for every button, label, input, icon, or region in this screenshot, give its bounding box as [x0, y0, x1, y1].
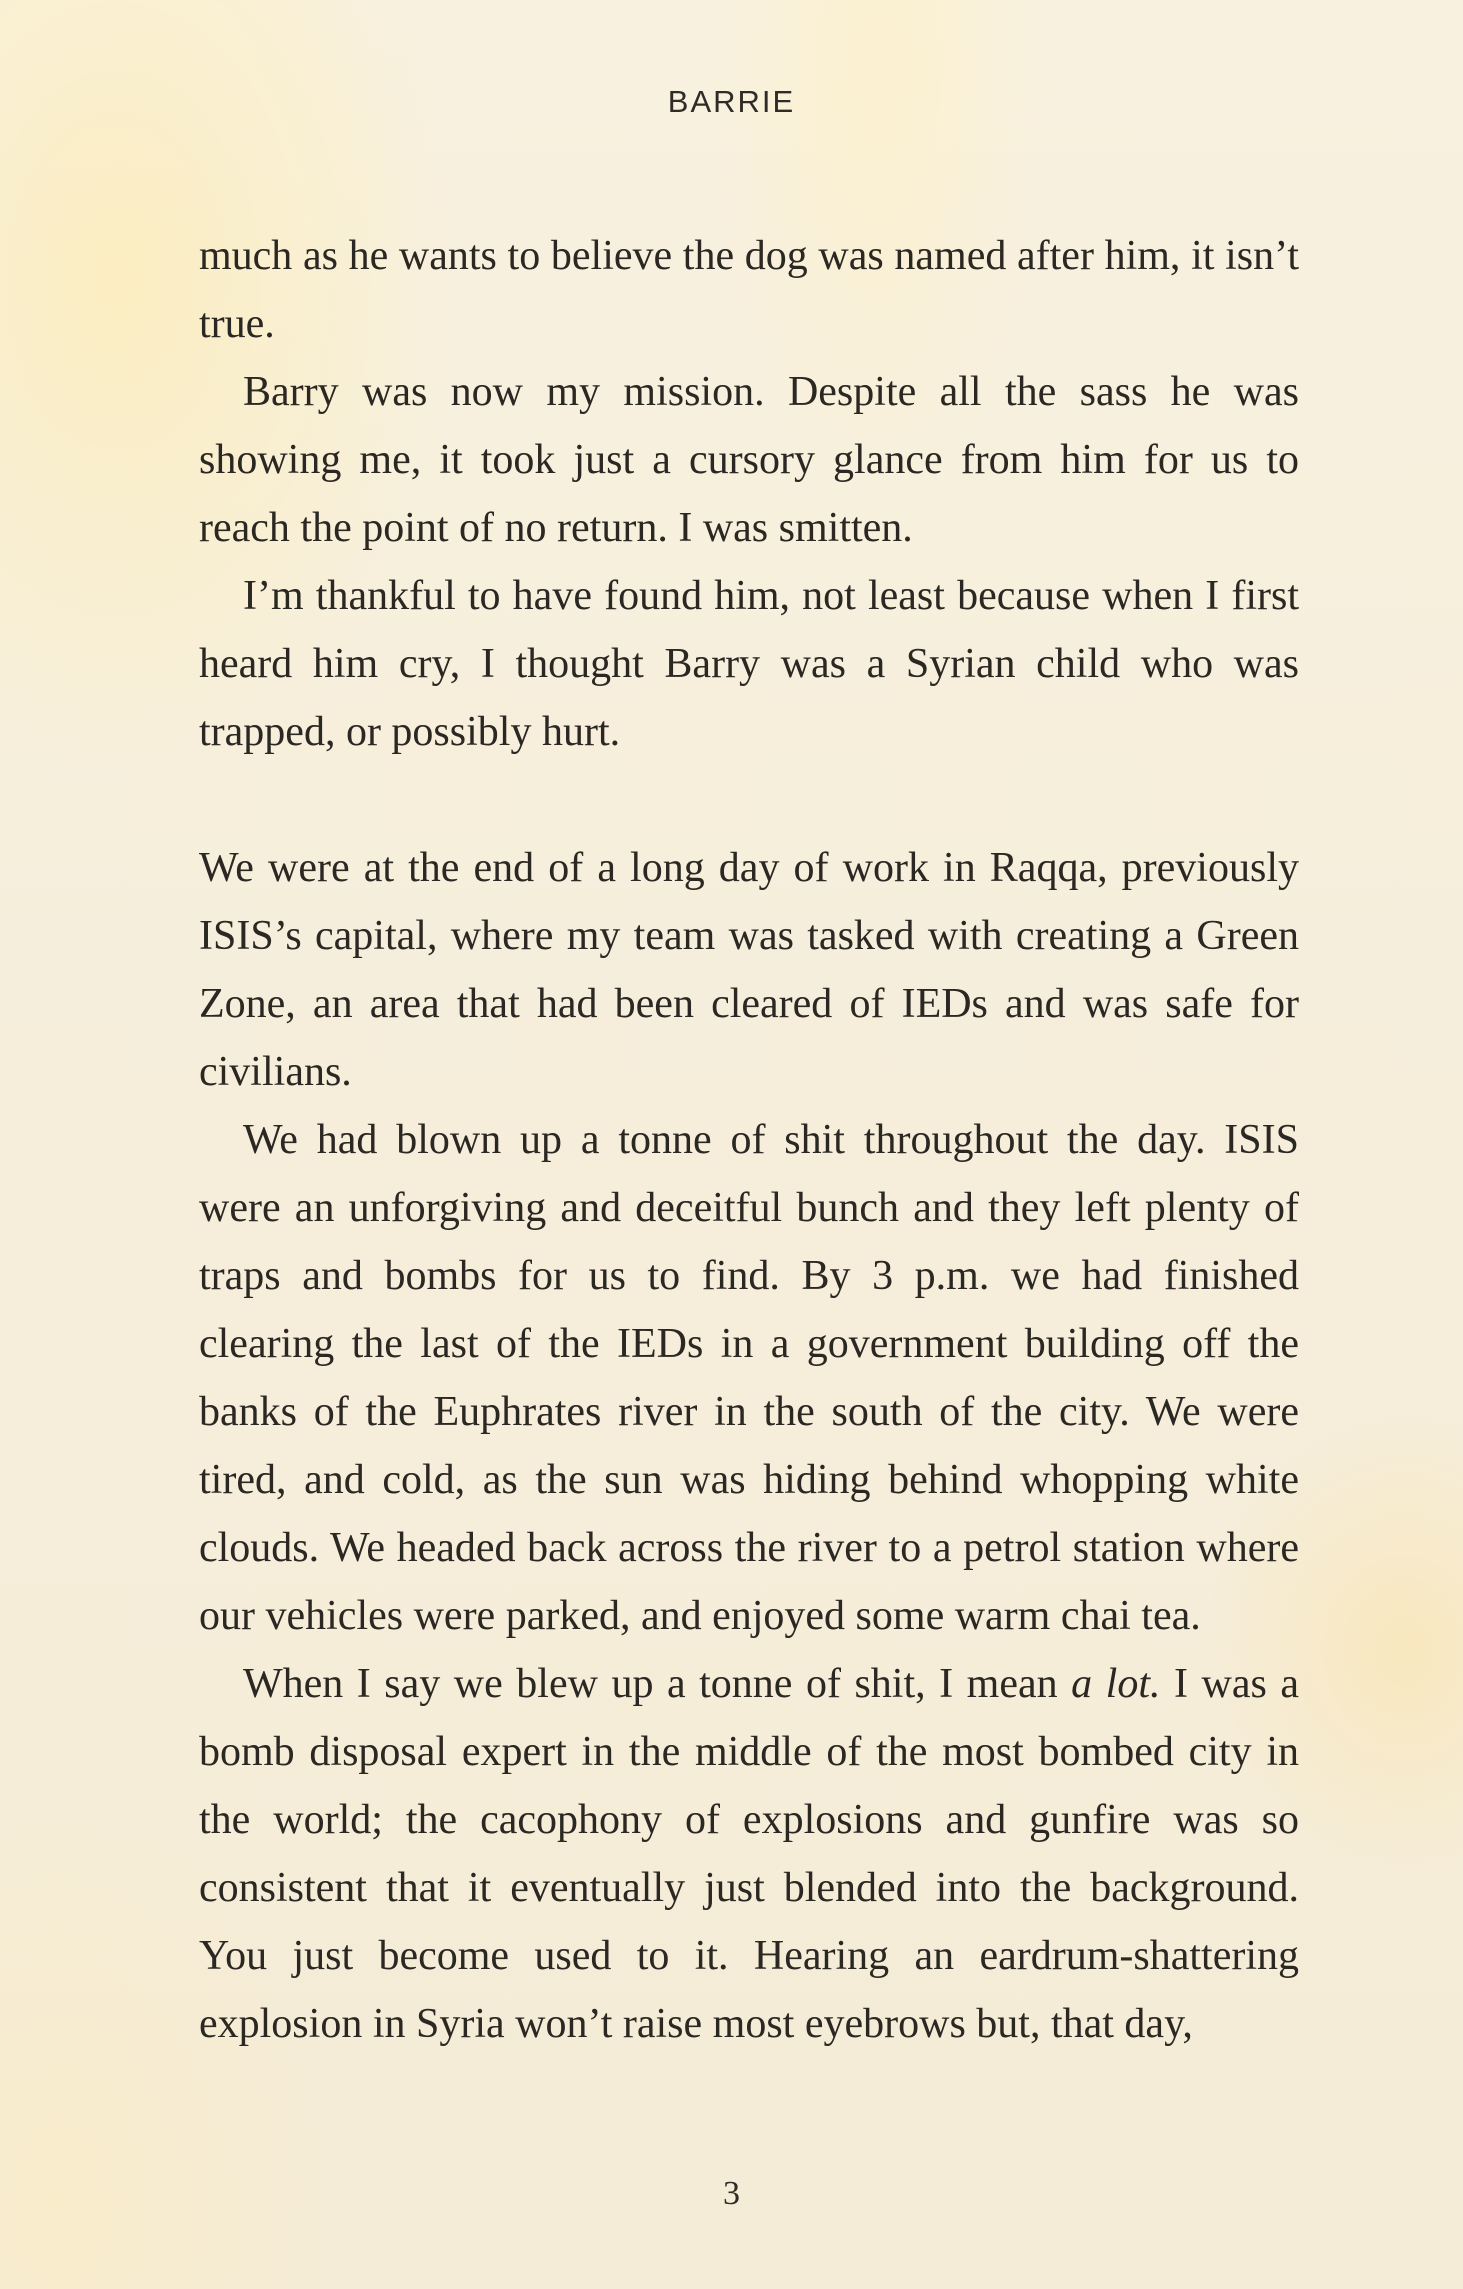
paragraph	[199, 1650, 1299, 2058]
page-number: 3	[723, 2175, 740, 2212]
paragraph: Barry was now my mission. Despite all the sass he was showing me, it took just a cursory glance from him for us to reach the point of no return. I was smitten.	[199, 369, 1299, 551]
paragraph: much as he wants to believe the dog was named after him, it isn’t true.	[199, 233, 1299, 347]
paragraph: I’m thankful to have found him, not least because when I first heard him cry, I thought Barry was a Syrian child who was trapped, or possibly hurt.	[199, 573, 1299, 755]
paragraph: We had blown up a tonne of shit throughout the day. ISIS were an unforgiving and deceitful bunch and they left plenty of traps and bombs for us to find. By 3 p.m. we had finished clearing the last of the IEDs in a government building off the banks of the Euphrates river in the south of the city. We were tired, and cold, as the sun was hiding behind whopping white clouds. We headed back across the river to a petrol station where our vehicles were parked, and enjoyed some warm chai tea.	[199, 1117, 1299, 1639]
running-head: BARRIE	[667, 84, 796, 119]
body-text	[199, 222, 1299, 2058]
paragraph-text: I was a bomb disposal expert in the middle of the most bombed city in the world; the cacophony of explosions and gunfire was so consistent that it eventually just blended into the background. You just become used to it. Hearing an eardrum-shattering explosion in Syria won’t raise most eyebrows but, that day,	[199, 1661, 1299, 2047]
paragraph-text: When I say we blew up a tonne of shit, I mean	[243, 1661, 1072, 1707]
emphasis-text: a lot.	[1071, 1661, 1161, 1707]
paragraph-section-start: We were at the end of a long day of work in Raqqa, previously ISIS’s capital, where my team was tasked with creating a Green Zone, an area that had been cleared of IEDs and was safe for civilians.	[199, 845, 1299, 1095]
